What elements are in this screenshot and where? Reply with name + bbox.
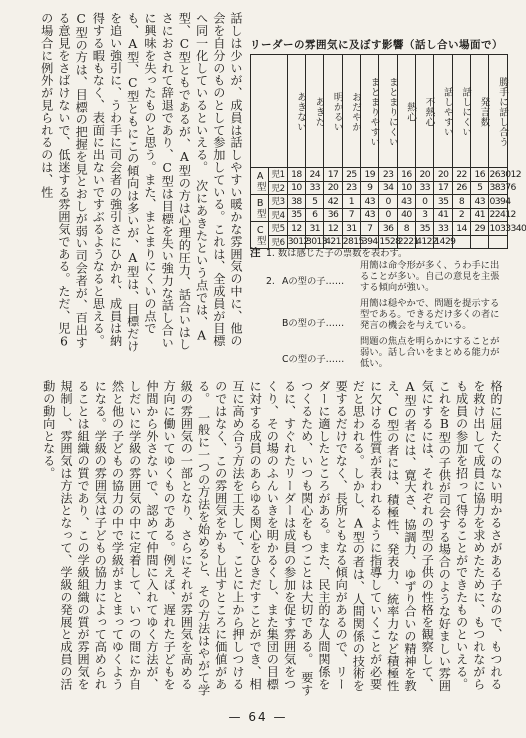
table-cell (379, 168, 397, 182)
note-2-num: 2. (266, 276, 275, 287)
cell-value: 12 (298, 236, 309, 248)
cell-value: 36 (327, 209, 339, 221)
table-cell (342, 181, 360, 195)
note-1-num: 1. (266, 248, 275, 259)
cell-value: 22 (456, 168, 467, 180)
col-header: 明かるい (324, 55, 342, 168)
table-cell (306, 168, 324, 182)
table-cell (342, 195, 360, 209)
table-cell (306, 208, 324, 222)
body-text-lower-right: 格的に屈たくのない明かるさがある子なので、もつれるを救け出して成員に協力を求めたために、もつれながらも成員の参加を招って得ることができたものといえる。 これをB型の子供が司会する場合のような好ましい雰囲気にするには、それぞれの型の子供の性格を観察して、A型の者には、寛大さ、協調力、ゆずり合いの精神を教え、C型の者には、積極性、発表力、統率力など積極性に欠ける性質が表われるように指導していくことが必要だと思われる。しかし、A型の者は、人間関係の技術を要するだけでなく、長所ともなる傾向があるので、リーダーに適したところがある。また、民主的な人間関係をつくるため、いつも関心をもつことは大切である。 要するに、すぐれたリーダーは成員の参加を促す雰囲気をつくり、その場のふんいきを明かるくし、また集団の目標に対する成員のあらゆる関心をひきだすことができ、相互に高め合う方法を工夫して、ことに上から押しつけるのではなく、この雰囲気をかもし出すところに価値がある。 一般に一つの方法を始めると、その方法はやがて学級の雰囲気の一部となり、さらにそれが雰囲気を高める方向に働いてゆくものである。例えば、遅れた子どもを仲間から外さないで、認めて仲間に入れてゆく方法が、しだいに学級の雰囲気の中に定着して、いつの間にか自然と他の子どもの協力の中で学級がまとまってゆくようになる。学級の雰囲気は子どもの協力によって高められることは組織の質であり、この学級組織の質が雰囲気を規制し、雰囲気は方法となって、学級の発展と成員の活動の動向となる。 (41, 380, 503, 697)
table-cell (324, 168, 342, 182)
table-cell (361, 222, 379, 236)
row-case-label: 児4 (269, 208, 287, 222)
table-cell (416, 168, 434, 182)
col-header: おだやか (342, 55, 360, 168)
cell-value: 8 (458, 195, 465, 207)
cell-value: 42 (325, 236, 336, 248)
cell-value: 4 (372, 236, 378, 248)
table-header-row (251, 55, 508, 168)
note-1 (266, 248, 407, 259)
cell-value: 35 (419, 222, 431, 234)
row-group-label: C型 (251, 222, 269, 249)
cell-value: 16 (401, 168, 412, 180)
cell-value: 3 (422, 209, 428, 221)
table-cell (489, 168, 521, 182)
cell-value: 30 (306, 236, 317, 248)
table-cell (452, 168, 470, 182)
cell-value: 36 (382, 222, 394, 234)
table-cell (342, 168, 360, 182)
cell-value: 24 (494, 209, 506, 221)
table-cell (379, 208, 397, 222)
cell-value: 1 (335, 236, 341, 248)
table-cell (489, 181, 516, 195)
table-corner-cell (251, 55, 288, 168)
table-cell (489, 208, 516, 222)
cell-value: 0 (520, 222, 526, 234)
table-cell (306, 222, 324, 236)
notes-label: 注 (250, 247, 261, 259)
cell-value: 14 (456, 222, 467, 234)
cell-value: 0 (422, 195, 428, 207)
cell-value: 7 (367, 222, 373, 234)
table-cell (361, 168, 379, 182)
table-cell (471, 168, 489, 182)
table-cell (324, 222, 342, 236)
table-cell (324, 208, 342, 222)
cell-value: 12 (291, 222, 302, 234)
table-notes (250, 246, 508, 372)
note-2-b-desc: 用簡は穏やかで、問題を提示する型である。できるだけ多くの者に発言の機会を与えている。 (360, 298, 500, 331)
table-cell (324, 195, 342, 209)
cell-value: 43 (364, 195, 375, 207)
table-caption: リーダーの雰囲気に及ぼす影響（話し合い場面で） (250, 39, 503, 51)
note-2-c-desc: 問題の焦点を明らかにすることが弱い。話し合いをまとめる能力が低い。 (360, 336, 500, 369)
cell-value: 0 (385, 209, 391, 221)
cell-value: 4 (505, 195, 511, 207)
cell-value: 15 (379, 236, 390, 248)
cell-value: 20 (327, 182, 339, 194)
note-2-b-label: Bの型の子…… (282, 318, 345, 329)
cell-value: 37 (499, 182, 511, 194)
cell-value: 0 (385, 195, 391, 207)
cell-value: 5 (477, 182, 483, 194)
note-2-a-desc: 用簡は命令形が多く、うわ手に出ることが多い。自己の意見を主張する傾向が強い。 (360, 260, 500, 293)
row-case-label: 児5 (269, 222, 287, 236)
cell-value: 41 (416, 236, 427, 248)
table-cell (342, 208, 360, 222)
cell-value: 2 (489, 209, 495, 221)
row-case-label: 児3 (269, 195, 287, 209)
table-cell (471, 195, 489, 209)
table-cell (287, 168, 305, 182)
cell-value: 20 (419, 168, 431, 180)
cell-value: 5 (312, 195, 318, 207)
col-header: あきた (306, 55, 324, 168)
body-text-upper-left: 話しは少いが、成員は話しやすい暖かな雰囲気の中に、他の会を自分のものとして参加している。これは、全成員が目標へ同一化しているといえる。 次にあきたという点では、A型、C型ともであるが、A型の方は心理的圧力、話合いはしさにおされて辞退であり、C型は目標を失い強力な話し合いに興味を失ったものと思う。また、まとまりにくいの点でも、A型、C型ともにこの傾向は多いが、A型は、目標だけを追い強引に、うわ手に司会者の強引さにひかれ、成員は納得する暇もなく、表面に出ないですぶるようなると思える。C型の方は、目標の把握を見とおしが弱い司会者が、百出する意見をさばけないで、低迷する雰囲気である。ただ、児6の場合に例外が見られるのは、性 (39, 12, 243, 353)
cell-value: 28 (342, 236, 354, 248)
note-1-text: 数は感じた子の票数を表わす。 (277, 248, 408, 259)
table-cell (471, 208, 489, 222)
cell-value: 39 (494, 195, 506, 207)
cell-value: 12 (327, 222, 339, 234)
row-case-label: 児6 (269, 235, 287, 249)
cell-value: 31 (309, 222, 320, 234)
cell-value: 20 (437, 168, 449, 180)
cell-value: 38 (291, 195, 302, 207)
cell-value: 8 (403, 222, 410, 234)
table-row (251, 208, 508, 222)
table-row (251, 195, 508, 209)
table-row (251, 168, 508, 182)
table-cell (452, 222, 470, 236)
note-2-a-label: Aの型の子…… (282, 276, 345, 287)
table-cell (397, 168, 415, 182)
table-cell (471, 181, 489, 195)
page-number: — 64 — (228, 710, 288, 724)
cell-value: 34 (382, 182, 394, 194)
table-cell (379, 195, 397, 209)
table-cell (397, 208, 415, 222)
table-cell (416, 195, 434, 209)
cell-value: 6 (510, 182, 516, 194)
cell-value: 38 (489, 182, 500, 194)
table-cell (489, 222, 526, 236)
cell-value: 33 (437, 222, 449, 234)
col-header: 不熱心 (416, 55, 434, 168)
table-cell (397, 195, 415, 209)
cell-value: 1 (348, 195, 355, 207)
col-header: 勝手に話し合う (489, 55, 508, 168)
table-cell (287, 195, 305, 209)
row-group-label: B型 (251, 195, 269, 222)
cell-value: 35 (437, 195, 449, 207)
survey-table (250, 54, 526, 249)
table-cell (452, 195, 470, 209)
cell-value: 17 (437, 182, 449, 194)
cell-value: 33 (309, 182, 320, 194)
cell-value: 2 (458, 209, 465, 221)
cell-value: 14 (434, 236, 445, 248)
cell-value: 24 (309, 168, 320, 180)
table-cell (361, 195, 379, 209)
table-cell (342, 222, 360, 236)
cell-value: 9 (367, 182, 373, 194)
cell-value: 23 (382, 168, 394, 180)
table-cell (361, 208, 379, 222)
cell-value: 10 (401, 182, 412, 194)
table-cell (397, 181, 415, 195)
cell-value: 17 (327, 168, 339, 180)
table-cell (306, 195, 324, 209)
cell-value: 12 (510, 168, 521, 180)
row-case-label: 児1 (269, 168, 287, 182)
table-cell (287, 208, 305, 222)
cell-value: 43 (364, 209, 375, 221)
table-cell (379, 222, 397, 236)
cell-value: 12 (505, 209, 516, 221)
cell-value: 26 (456, 182, 467, 194)
cell-value: 30 (499, 168, 511, 180)
table-cell (397, 222, 415, 236)
table-cell (416, 181, 434, 195)
col-header: 熱心 (397, 55, 415, 168)
col-header: 発言数 (471, 55, 489, 168)
cell-value: 16 (474, 168, 486, 180)
table-cell (416, 222, 434, 236)
cell-value: 39 (361, 236, 373, 248)
table-cell (379, 181, 397, 195)
cell-value: 30 (287, 236, 299, 248)
row-group-label: A型 (251, 168, 269, 195)
table-cell (324, 181, 342, 195)
cell-value: 22 (426, 236, 438, 248)
cell-value: 18 (291, 168, 302, 180)
cell-value: 41 (474, 209, 486, 221)
cell-value: 34 (510, 222, 521, 234)
cell-value: 43 (401, 195, 412, 207)
cell-value: 42 (327, 195, 339, 207)
table-cell (306, 181, 324, 195)
table-cell (287, 181, 305, 195)
table-cell (434, 222, 452, 236)
cell-value: 40 (401, 209, 412, 221)
table-cell (361, 181, 379, 195)
table-cell (434, 208, 452, 222)
cell-value: 10 (291, 182, 302, 194)
cell-value: 26 (489, 168, 500, 180)
table-cell (434, 181, 452, 195)
table-row (251, 181, 508, 195)
cell-value: 29 (444, 236, 456, 248)
cell-value: 43 (474, 195, 486, 207)
cell-value: 6 (312, 209, 318, 221)
col-header: まとまりやすい (361, 55, 379, 168)
table-cell (434, 168, 452, 182)
table-cell (287, 222, 305, 236)
col-header: まとまりにくい (379, 55, 397, 168)
table-cell (489, 195, 511, 209)
table-cell (452, 208, 470, 222)
cell-value: 0 (489, 195, 495, 207)
table-cell (452, 181, 470, 195)
cell-value: 13 (316, 236, 328, 248)
cell-value: 10 (489, 222, 500, 234)
cell-value: 21 (408, 236, 419, 248)
table-cell (471, 222, 489, 236)
cell-value: 19 (364, 168, 375, 180)
cell-value: 23 (346, 182, 357, 194)
col-header: 話しやすい (434, 55, 452, 168)
cell-value: 22 (397, 236, 409, 248)
cell-value: 29 (474, 222, 486, 234)
table-cell (416, 208, 434, 222)
row-case-label: 児2 (269, 181, 287, 195)
cell-value: 25 (346, 168, 357, 180)
cell-value: 41 (437, 209, 449, 221)
cell-value: 35 (291, 209, 302, 221)
cell-value: 33 (499, 222, 511, 234)
cell-value: 31 (346, 222, 357, 234)
cell-value: 33 (419, 182, 431, 194)
col-header: 話しにくい (452, 55, 470, 168)
note-2-c-label: Cの型の子…… (282, 354, 345, 365)
col-header: あきない (287, 55, 305, 168)
table-cell (434, 195, 452, 209)
cell-value: 28 (389, 236, 401, 248)
cell-value: 15 (353, 236, 364, 248)
table-row (251, 222, 508, 236)
cell-value: 7 (348, 209, 355, 221)
